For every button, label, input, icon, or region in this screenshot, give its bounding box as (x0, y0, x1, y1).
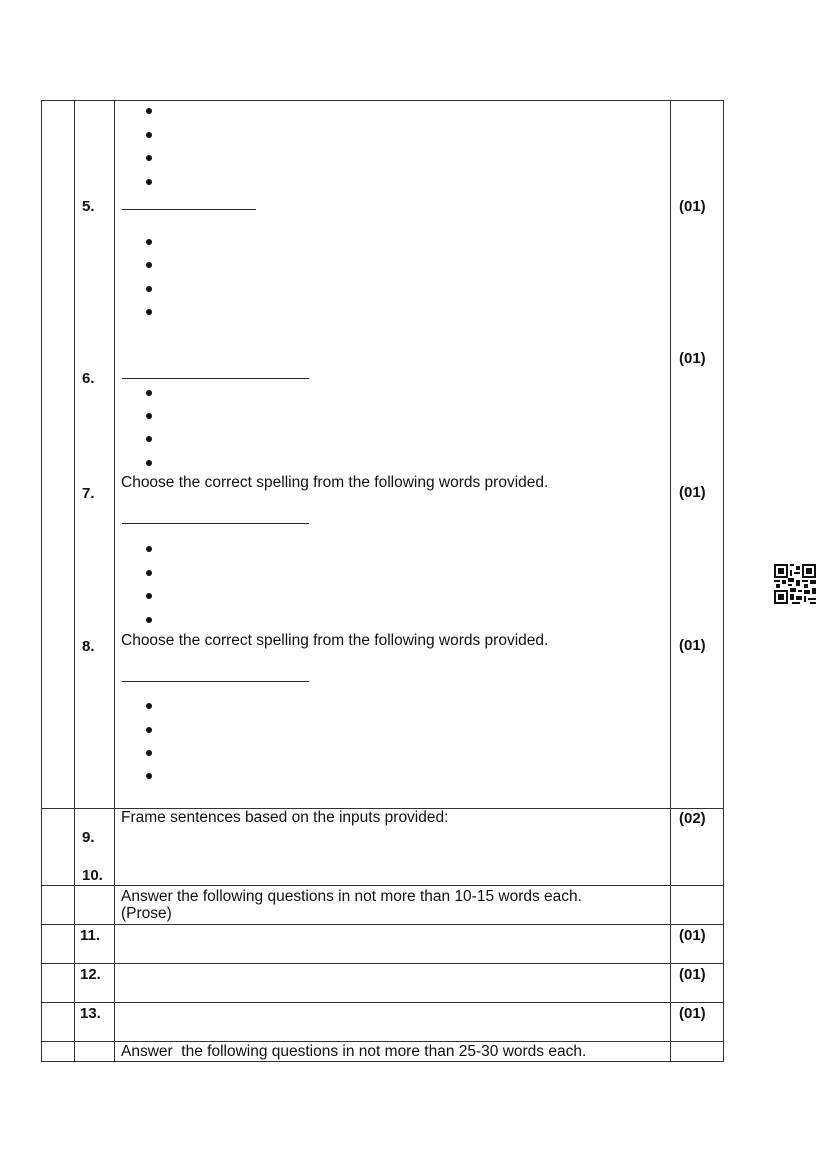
answer-blank-8 (122, 681, 309, 682)
option-bullet (146, 413, 152, 419)
frame-sentences-prompt: Frame sentences based on the inputs provided: (121, 809, 449, 826)
question-number-5: 5. (82, 198, 95, 215)
long-section-prompt: Answer the following questions in not more than 25-30 words each. (121, 1043, 587, 1060)
option-bullet (146, 155, 152, 161)
table-col-divider-1 (74, 100, 75, 1062)
option-bullet (146, 703, 152, 709)
option-bullet (146, 750, 152, 756)
question-number-11: 11. (80, 927, 101, 944)
table-col-divider-3 (670, 100, 671, 1062)
option-bullet (146, 546, 152, 552)
option-bullet (146, 286, 152, 292)
marks-11: (01) (679, 927, 706, 944)
option-bullet (146, 727, 152, 733)
marks-7: (01) (679, 484, 706, 501)
option-bullet (146, 132, 152, 138)
row-divider-12 (41, 963, 724, 964)
question-number-13: 13. (80, 1005, 101, 1022)
question-7-prompt: Choose the correct spelling from the following words provided. (121, 474, 549, 491)
option-bullet (146, 773, 152, 779)
option-bullet (146, 262, 152, 268)
question-number-6: 6. (82, 370, 95, 387)
option-bullet (146, 593, 152, 599)
option-bullet (146, 239, 152, 245)
prose-section-prompt-line2: (Prose) (121, 905, 172, 922)
answer-blank-5 (122, 209, 256, 210)
prose-section-prompt-line1: Answer the following questions in not more than 10-15 words each. (121, 888, 582, 905)
option-bullet (146, 570, 152, 576)
row-divider-prose (41, 885, 724, 886)
question-number-10: 10. (82, 867, 103, 884)
table-border-bottom (41, 1061, 724, 1062)
qr-code-icon (774, 564, 816, 604)
question-number-12: 12. (80, 966, 101, 983)
marks-13: (01) (679, 1005, 706, 1022)
option-bullet (146, 460, 152, 466)
table-border-left (41, 100, 42, 1062)
option-bullet (146, 108, 152, 114)
marks-6: (01) (679, 350, 706, 367)
marks-5: (01) (679, 198, 706, 215)
marks-9-10: (02) (679, 810, 706, 827)
question-number-9: 9. (82, 829, 95, 846)
marks-8: (01) (679, 637, 706, 654)
question-number-7: 7. (82, 485, 95, 502)
option-bullet (146, 617, 152, 623)
table-border-right (723, 100, 724, 1062)
row-divider-11 (41, 924, 724, 925)
table-border-top (41, 100, 724, 101)
answer-blank-7 (122, 523, 309, 524)
table-col-divider-2 (114, 100, 115, 1062)
option-bullet (146, 309, 152, 315)
question-number-8: 8. (82, 638, 95, 655)
option-bullet (146, 179, 152, 185)
row-divider-13 (41, 1002, 724, 1003)
marks-12: (01) (679, 966, 706, 983)
option-bullet (146, 436, 152, 442)
option-bullet (146, 390, 152, 396)
question-8-prompt: Choose the correct spelling from the following words provided. (121, 632, 549, 649)
answer-blank-6 (122, 378, 309, 379)
row-divider-long (41, 1041, 724, 1042)
